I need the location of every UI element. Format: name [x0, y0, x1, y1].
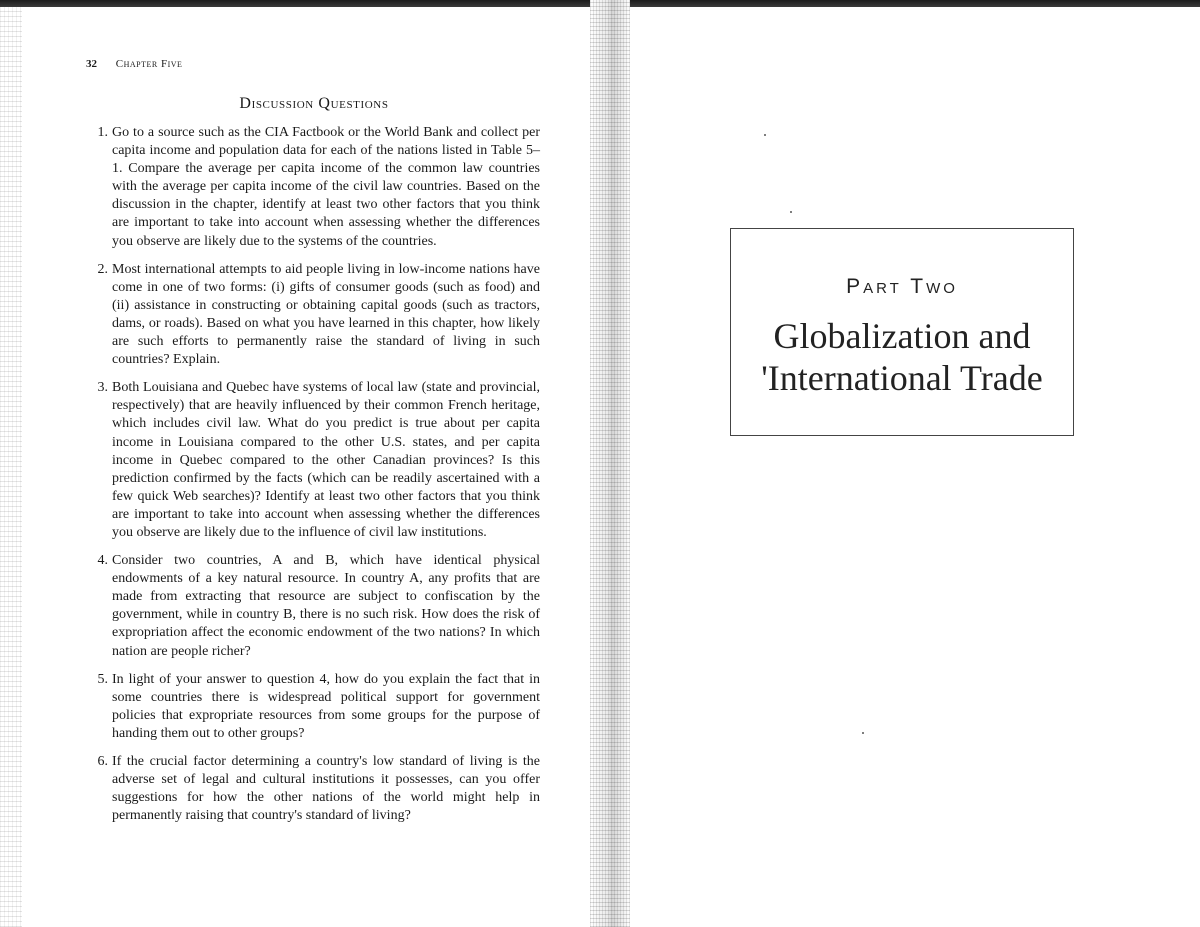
question-number: 1.: [97, 125, 108, 140]
scan-speck: [790, 211, 792, 213]
question-text: Most international attempts to aid people living in low-income nations have come in one of two forms: (i) gifts of consumer goods (such as food) and (ii) assistance in constructing or obtaining capital goods (such as tractors, dams, or roads). Based on what you have learned in this chapter, how likely are such efforts to permanently raise the standard of living in such countries? Explain.: [112, 261, 540, 368]
part-label: Part Two: [846, 275, 958, 298]
question-item: [80, 379, 540, 542]
question-text: Both Louisiana and Quebec have systems of local law (state and provincial, respectively) that are heavily influenced by their common French heritage, which includes civil law. What do you predict is true about per capita income in Louisiana compared to the other U.S. states, and per capita income in Quebec compared to the other Canadian provinces? Is this prediction confirmed by the facts (which can be readily ascertained with a few quick Web searches)? Identify at least two other factors that you think are important to take into account when assessing whether the differences you observe are likely due to the influence of civil law institutions.: [112, 380, 540, 540]
question-list: [80, 124, 540, 835]
question-text: Go to a source such as the CIA Factbook or the World Bank and collect per capita income and population data for each of the nations listed in Table 5–1. Compare the average per capita income of the common law countries with the average per capita income of the civil law countries. Based on the discussion in the chapter, identify at least two other factors that you think are important to take into account when assessing whether the differences you observe are likely due to the systems of the countries.: [112, 125, 540, 249]
scan-speck: [862, 732, 864, 734]
question-number: 2.: [97, 261, 108, 277]
book-gutter: [590, 0, 630, 927]
question-number: 6.: [97, 754, 108, 769]
scan-speck: [764, 134, 766, 136]
question-item: [80, 671, 540, 743]
question-item: [80, 261, 540, 370]
part-title-box: [730, 228, 1074, 436]
question-number: 4.: [97, 553, 108, 569]
page-number: 32: [86, 58, 97, 70]
question-number: 5.: [97, 671, 108, 687]
question-item: [80, 124, 540, 251]
question-item: [80, 753, 540, 825]
section-title: Discussion Questions: [239, 95, 389, 112]
question-item: [80, 552, 540, 661]
question-text: In light of your answer to question 4, how do you explain the fact that in some countries there is widespread political support for government policies that expropriate resources from some groups for the purpose of handing them out to other groups?: [112, 671, 540, 741]
question-number: 3.: [97, 380, 108, 396]
running-head: [86, 58, 182, 70]
scan-edge-noise: [0, 7, 22, 927]
question-text: Consider two countries, A and B, which have identical physical endowments of a key natural resource. In country A, any profits that are made from extracting that resource are subject to confiscation by the government, while in country B, there is no such risk. How does the risk of expropriation affect the economic endowment of the two nations? In which nation are people richer?: [112, 553, 540, 659]
chapter-label: Chapter Five: [115, 58, 183, 70]
question-text: If the crucial factor determining a country's low standard of living is the adverse set of legal and cultural institutions it possesses, can you offer suggestions for how the other nations of the world might help in permanently raising that country's standard of living?: [112, 754, 540, 824]
part-title: Globalization and 'International Trade: [761, 316, 1043, 398]
